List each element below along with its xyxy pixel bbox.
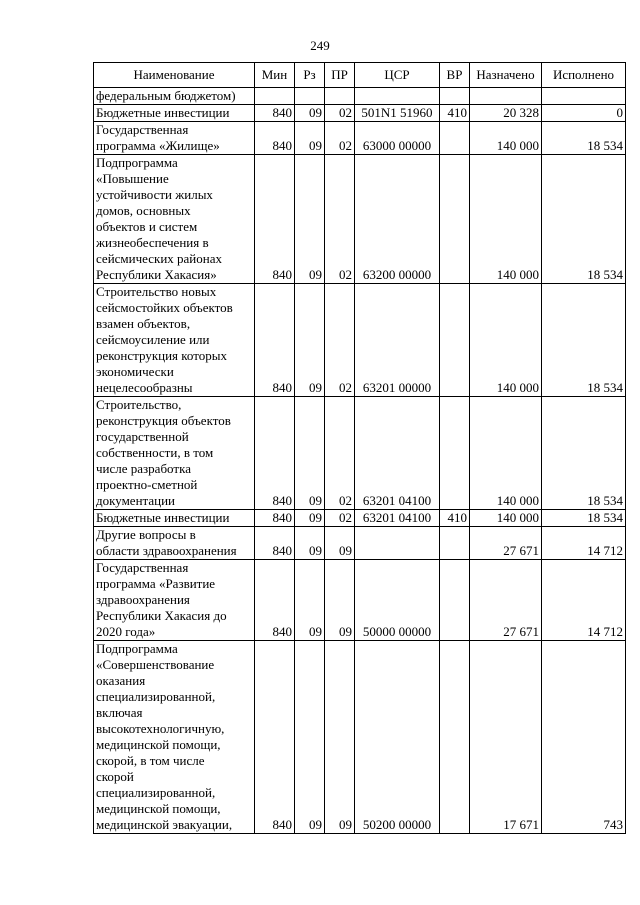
cell-min: 840	[255, 105, 295, 122]
cell-rz: 09	[295, 397, 325, 510]
cell-pr: 02	[325, 155, 355, 284]
cell-name: федеральным бюджетом)	[94, 88, 255, 105]
cell-executed: 743	[542, 641, 626, 834]
cell-csr: 63201 04100	[355, 397, 440, 510]
cell-min: 840	[255, 397, 295, 510]
cell-vr: 410	[440, 510, 470, 527]
budget-table	[93, 62, 626, 834]
cell-rz: 09	[295, 510, 325, 527]
cell-name: Подпрограмма «Повышение устойчивости жилых домов, основных объектов и систем жизнеобеспечения в сейсмических районах Республики Хакасия»	[94, 155, 255, 284]
table-header-row	[94, 63, 626, 88]
header-min: Мин	[255, 63, 295, 88]
cell-assigned: 17 671	[470, 641, 542, 834]
cell-rz: 09	[295, 284, 325, 397]
table-row	[94, 284, 626, 397]
cell-pr: 02	[325, 105, 355, 122]
table-row	[94, 510, 626, 527]
cell-csr: 50000 00000	[355, 560, 440, 641]
cell-min: 840	[255, 510, 295, 527]
cell-assigned: 140 000	[470, 155, 542, 284]
cell-csr: 50200 00000	[355, 641, 440, 834]
cell-executed: 18 534	[542, 155, 626, 284]
page-number: 249	[310, 38, 330, 53]
cell-assigned: 140 000	[470, 397, 542, 510]
cell-csr: 63200 00000	[355, 155, 440, 284]
cell-name: Государственная программа «Развитие здравоохранения Республики Хакасия до 2020 года»	[94, 560, 255, 641]
cell-vr	[440, 284, 470, 397]
header-executed: Исполнено	[542, 63, 626, 88]
cell-rz: 09	[295, 527, 325, 560]
table-row	[94, 560, 626, 641]
cell-assigned: 140 000	[470, 510, 542, 527]
cell-executed: 14 712	[542, 527, 626, 560]
cell-min: 840	[255, 155, 295, 284]
header-name: Наименование	[94, 63, 255, 88]
cell-assigned: 27 671	[470, 527, 542, 560]
cell-pr: 02	[325, 284, 355, 397]
cell-min: 840	[255, 560, 295, 641]
cell-rz: 09	[295, 155, 325, 284]
cell-rz: 09	[295, 122, 325, 155]
cell-pr: 09	[325, 641, 355, 834]
cell-csr: 63000 00000	[355, 122, 440, 155]
table-row	[94, 641, 626, 834]
cell-vr	[440, 527, 470, 560]
cell-rz: 09	[295, 105, 325, 122]
table-row	[94, 155, 626, 284]
table-row	[94, 122, 626, 155]
cell-executed: 14 712	[542, 560, 626, 641]
cell-rz: 09	[295, 641, 325, 834]
cell-vr	[440, 397, 470, 510]
header-vr: ВР	[440, 63, 470, 88]
header-csr: ЦСР	[355, 63, 440, 88]
header-assigned: Назначено	[470, 63, 542, 88]
cell-executed: 0	[542, 105, 626, 122]
cell-assigned: 140 000	[470, 122, 542, 155]
header-rz: Рз	[295, 63, 325, 88]
cell-name: Строительство новых сейсмостойких объектов взамен объектов, сейсмоусиление или реконструкция которых экономически нецелесообразны	[94, 284, 255, 397]
cell-csr: 63201 00000	[355, 284, 440, 397]
cell-csr	[355, 527, 440, 560]
cell-vr	[440, 88, 470, 105]
cell-assigned: 27 671	[470, 560, 542, 641]
cell-vr: 410	[440, 105, 470, 122]
cell-assigned	[470, 88, 542, 105]
cell-executed: 18 534	[542, 122, 626, 155]
cell-min: 840	[255, 122, 295, 155]
cell-name: Строительство, реконструкция объектов государственной собственности, в том числе разработка проектно-сметной документации	[94, 397, 255, 510]
cell-csr	[355, 88, 440, 105]
cell-min	[255, 88, 295, 105]
cell-min: 840	[255, 284, 295, 397]
cell-pr: 09	[325, 527, 355, 560]
cell-name: Подпрограмма «Совершенствование оказания специализированной, включая высокотехнологичную, медицинской помощи, скорой, в том числе скорой специализированной, медицинской помощи, медицинской эвакуации,	[94, 641, 255, 834]
cell-executed: 18 534	[542, 510, 626, 527]
cell-pr: 02	[325, 122, 355, 155]
cell-pr: 02	[325, 397, 355, 510]
cell-assigned: 20 328	[470, 105, 542, 122]
table-row	[94, 88, 626, 105]
cell-executed: 18 534	[542, 284, 626, 397]
cell-min: 840	[255, 527, 295, 560]
cell-vr	[440, 155, 470, 284]
cell-name: Бюджетные инвестиции	[94, 105, 255, 122]
table-row	[94, 105, 626, 122]
cell-assigned: 140 000	[470, 284, 542, 397]
cell-csr: 63201 04100	[355, 510, 440, 527]
header-pr: ПР	[325, 63, 355, 88]
cell-executed: 18 534	[542, 397, 626, 510]
cell-csr: 501N1 51960	[355, 105, 440, 122]
table-row	[94, 397, 626, 510]
cell-vr	[440, 560, 470, 641]
table-row	[94, 527, 626, 560]
cell-name: Бюджетные инвестиции	[94, 510, 255, 527]
cell-name: Государственная программа «Жилище»	[94, 122, 255, 155]
cell-pr	[325, 88, 355, 105]
cell-rz: 09	[295, 560, 325, 641]
cell-name: Другие вопросы в области здравоохранения	[94, 527, 255, 560]
cell-min: 840	[255, 641, 295, 834]
cell-pr: 02	[325, 510, 355, 527]
cell-rz	[295, 88, 325, 105]
cell-pr: 09	[325, 560, 355, 641]
cell-executed	[542, 88, 626, 105]
cell-vr	[440, 122, 470, 155]
cell-vr	[440, 641, 470, 834]
